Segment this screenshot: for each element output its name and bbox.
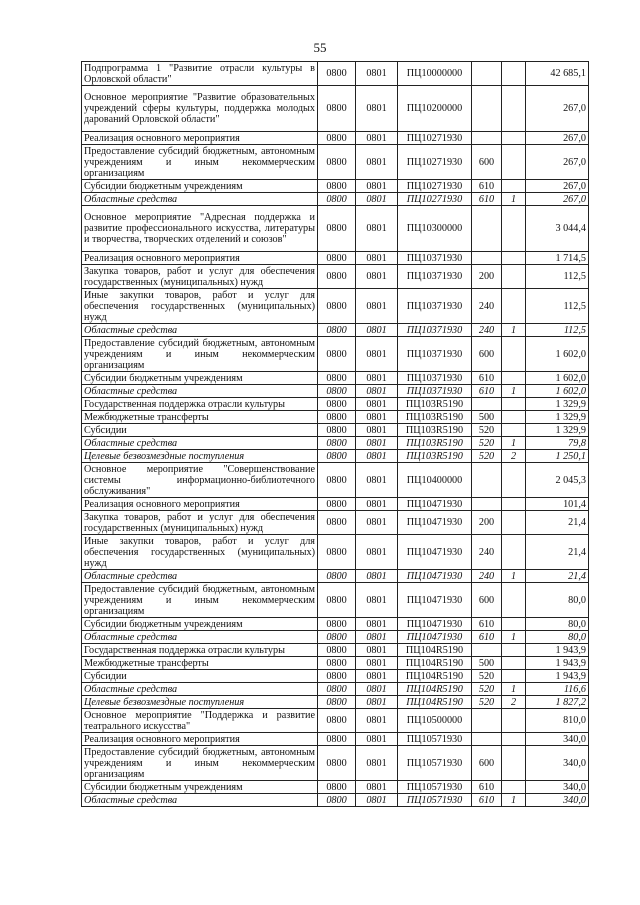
amount-cell: 112,5: [526, 324, 589, 337]
row-name-cell: Закупка товаров, работ и услуг для обеспечения государственных (муниципальных) нужд: [82, 265, 318, 289]
funding-code-cell: [502, 132, 526, 145]
section-code-cell: 0800: [318, 781, 356, 794]
table-row: [82, 498, 589, 511]
funding-code-cell: [502, 781, 526, 794]
funding-code-cell: [502, 372, 526, 385]
row-name-cell: Реализация основного мероприятия: [82, 252, 318, 265]
subsection-code-cell: 0801: [356, 463, 398, 498]
table-row: [82, 450, 589, 463]
target-article-cell: ПЦ104R5190: [398, 696, 472, 709]
subsection-code-cell: 0801: [356, 398, 398, 411]
table-row: [82, 132, 589, 145]
table-row: [82, 670, 589, 683]
subsection-code-cell: 0801: [356, 746, 398, 781]
expense-type-cell: 610: [472, 781, 502, 794]
target-article-cell: ПЦ104R5190: [398, 657, 472, 670]
amount-cell: 1 602,0: [526, 337, 589, 372]
row-name-cell: Межбюджетные трансферты: [82, 657, 318, 670]
expense-type-cell: 610: [472, 193, 502, 206]
amount-cell: 267,0: [526, 145, 589, 180]
funding-code-cell: 1: [502, 385, 526, 398]
subsection-code-cell: 0801: [356, 372, 398, 385]
section-code-cell: 0800: [318, 193, 356, 206]
funding-code-cell: [502, 86, 526, 132]
subsection-code-cell: 0801: [356, 733, 398, 746]
expense-type-cell: 520: [472, 450, 502, 463]
amount-cell: 1 329,9: [526, 411, 589, 424]
section-code-cell: 0800: [318, 424, 356, 437]
target-article-cell: ПЦ103R5190: [398, 450, 472, 463]
subsection-code-cell: 0801: [356, 337, 398, 372]
expense-type-cell: [472, 86, 502, 132]
amount-cell: 1 602,0: [526, 385, 589, 398]
amount-cell: 42 685,1: [526, 62, 589, 86]
subsection-code-cell: 0801: [356, 206, 398, 252]
subsection-code-cell: 0801: [356, 450, 398, 463]
funding-code-cell: [502, 463, 526, 498]
funding-code-cell: [502, 180, 526, 193]
row-name-cell: Основное мероприятие "Поддержка и развитие театрального искусства": [82, 709, 318, 733]
target-article-cell: ПЦ10371930: [398, 385, 472, 398]
target-article-cell: ПЦ10571930: [398, 746, 472, 781]
target-article-cell: ПЦ10371930: [398, 337, 472, 372]
amount-cell: 340,0: [526, 746, 589, 781]
funding-code-cell: [502, 733, 526, 746]
target-article-cell: ПЦ10571930: [398, 781, 472, 794]
target-article-cell: ПЦ10371930: [398, 252, 472, 265]
amount-cell: 267,0: [526, 86, 589, 132]
table-row: [82, 385, 589, 398]
row-name-cell: Субсидии бюджетным учреждениям: [82, 618, 318, 631]
table-row: [82, 535, 589, 570]
target-article-cell: ПЦ10571930: [398, 794, 472, 807]
amount-cell: 2 045,3: [526, 463, 589, 498]
row-name-cell: Основное мероприятие "Совершенствование системы информационно-библиотечного обслуживания": [82, 463, 318, 498]
row-name-cell: Иные закупки товаров, работ и услуг для обеспечения государственных (муниципальных) нужд: [82, 535, 318, 570]
table-row: [82, 733, 589, 746]
target-article-cell: ПЦ10271930: [398, 180, 472, 193]
section-code-cell: 0800: [318, 86, 356, 132]
expense-type-cell: 520: [472, 683, 502, 696]
expense-type-cell: 610: [472, 618, 502, 631]
funding-code-cell: 2: [502, 450, 526, 463]
amount-cell: 21,4: [526, 511, 589, 535]
table-row: [82, 657, 589, 670]
expense-type-cell: 240: [472, 324, 502, 337]
funding-code-cell: [502, 498, 526, 511]
subsection-code-cell: 0801: [356, 709, 398, 733]
funding-code-cell: [502, 289, 526, 324]
amount-cell: 112,5: [526, 265, 589, 289]
row-name-cell: Реализация основного мероприятия: [82, 498, 318, 511]
row-name-cell: Подпрограмма 1 "Развитие отрасли культуры в Орловской области": [82, 62, 318, 86]
target-article-cell: ПЦ10000000: [398, 62, 472, 86]
page-number: 55: [313, 40, 327, 55]
subsection-code-cell: 0801: [356, 145, 398, 180]
section-code-cell: 0800: [318, 709, 356, 733]
amount-cell: 21,4: [526, 535, 589, 570]
subsection-code-cell: 0801: [356, 193, 398, 206]
table-row: [82, 252, 589, 265]
target-article-cell: ПЦ10371930: [398, 265, 472, 289]
table-row: [82, 337, 589, 372]
expense-type-cell: 610: [472, 631, 502, 644]
subsection-code-cell: 0801: [356, 781, 398, 794]
funding-code-cell: [502, 411, 526, 424]
table-row: [82, 265, 589, 289]
amount-cell: 101,4: [526, 498, 589, 511]
subsection-code-cell: 0801: [356, 265, 398, 289]
section-code-cell: 0800: [318, 570, 356, 583]
table-row: [82, 62, 589, 86]
subsection-code-cell: 0801: [356, 583, 398, 618]
target-article-cell: ПЦ10371930: [398, 324, 472, 337]
table-row: [82, 411, 589, 424]
funding-code-cell: [502, 670, 526, 683]
table-row: [82, 324, 589, 337]
section-code-cell: 0800: [318, 696, 356, 709]
amount-cell: 1 329,9: [526, 398, 589, 411]
section-code-cell: 0800: [318, 437, 356, 450]
row-name-cell: Межбюджетные трансферты: [82, 411, 318, 424]
subsection-code-cell: 0801: [356, 644, 398, 657]
subsection-code-cell: 0801: [356, 696, 398, 709]
subsection-code-cell: 0801: [356, 498, 398, 511]
target-article-cell: ПЦ10471930: [398, 583, 472, 618]
table-row: [82, 644, 589, 657]
table-row: [82, 696, 589, 709]
expense-type-cell: [472, 498, 502, 511]
table-row: [82, 683, 589, 696]
target-article-cell: ПЦ104R5190: [398, 670, 472, 683]
target-article-cell: ПЦ10371930: [398, 372, 472, 385]
section-code-cell: 0800: [318, 511, 356, 535]
row-name-cell: Областные средства: [82, 683, 318, 696]
amount-cell: 267,0: [526, 193, 589, 206]
funding-code-cell: [502, 746, 526, 781]
row-name-cell: Областные средства: [82, 437, 318, 450]
expense-type-cell: 520: [472, 437, 502, 450]
expense-type-cell: 600: [472, 337, 502, 372]
table-row: [82, 511, 589, 535]
target-article-cell: ПЦ10471930: [398, 570, 472, 583]
funding-code-cell: [502, 206, 526, 252]
amount-cell: 1 250,1: [526, 450, 589, 463]
funding-code-cell: [502, 252, 526, 265]
funding-code-cell: 2: [502, 696, 526, 709]
section-code-cell: 0800: [318, 398, 356, 411]
target-article-cell: ПЦ103R5190: [398, 437, 472, 450]
amount-cell: 340,0: [526, 781, 589, 794]
table-row: [82, 372, 589, 385]
section-code-cell: 0800: [318, 535, 356, 570]
row-name-cell: Областные средства: [82, 794, 318, 807]
subsection-code-cell: 0801: [356, 385, 398, 398]
row-name-cell: Государственная поддержка отрасли культуры: [82, 398, 318, 411]
expense-type-cell: 200: [472, 511, 502, 535]
row-name-cell: Субсидии бюджетным учреждениям: [82, 372, 318, 385]
subsection-code-cell: 0801: [356, 511, 398, 535]
funding-code-cell: 1: [502, 570, 526, 583]
funding-code-cell: [502, 657, 526, 670]
section-code-cell: 0800: [318, 683, 356, 696]
amount-cell: 1 329,9: [526, 424, 589, 437]
amount-cell: 1 827,2: [526, 696, 589, 709]
row-name-cell: Предоставление субсидий бюджетным, автономным учреждениям и иным некоммерческим организациям: [82, 746, 318, 781]
expense-type-cell: 200: [472, 265, 502, 289]
section-code-cell: 0800: [318, 583, 356, 618]
target-article-cell: ПЦ103R5190: [398, 398, 472, 411]
subsection-code-cell: 0801: [356, 657, 398, 670]
subsection-code-cell: 0801: [356, 132, 398, 145]
target-article-cell: ПЦ10200000: [398, 86, 472, 132]
table-row: [82, 289, 589, 324]
funding-code-cell: [502, 511, 526, 535]
funding-code-cell: 1: [502, 794, 526, 807]
expense-type-cell: [472, 62, 502, 86]
section-code-cell: 0800: [318, 463, 356, 498]
target-article-cell: ПЦ104R5190: [398, 683, 472, 696]
funding-code-cell: 1: [502, 437, 526, 450]
subsection-code-cell: 0801: [356, 683, 398, 696]
table-row: [82, 570, 589, 583]
funding-code-cell: [502, 398, 526, 411]
expense-type-cell: 610: [472, 385, 502, 398]
target-article-cell: ПЦ103R5190: [398, 424, 472, 437]
subsection-code-cell: 0801: [356, 570, 398, 583]
table-row: [82, 781, 589, 794]
section-code-cell: 0800: [318, 372, 356, 385]
amount-cell: 340,0: [526, 733, 589, 746]
amount-cell: 1 943,9: [526, 657, 589, 670]
expense-type-cell: 520: [472, 670, 502, 683]
budget-table: [81, 61, 589, 807]
row-name-cell: Основное мероприятие "Адресная поддержка и развитие профессионального искусства, литературы и творчества, творческих отделений и союзов": [82, 206, 318, 252]
subsection-code-cell: 0801: [356, 252, 398, 265]
target-article-cell: ПЦ10471930: [398, 535, 472, 570]
amount-cell: 1 943,9: [526, 670, 589, 683]
table-row: [82, 86, 589, 132]
target-article-cell: ПЦ10400000: [398, 463, 472, 498]
funding-code-cell: [502, 709, 526, 733]
table-row: [82, 709, 589, 733]
target-article-cell: ПЦ10471930: [398, 511, 472, 535]
target-article-cell: ПЦ10571930: [398, 733, 472, 746]
expense-type-cell: [472, 132, 502, 145]
table-row: [82, 206, 589, 252]
subsection-code-cell: 0801: [356, 411, 398, 424]
row-name-cell: Субсидии бюджетным учреждениям: [82, 180, 318, 193]
row-name-cell: Иные закупки товаров, работ и услуг для обеспечения государственных (муниципальных) нужд: [82, 289, 318, 324]
subsection-code-cell: 0801: [356, 86, 398, 132]
table-row: [82, 193, 589, 206]
expense-type-cell: 600: [472, 746, 502, 781]
funding-code-cell: [502, 644, 526, 657]
funding-code-cell: [502, 337, 526, 372]
target-article-cell: ПЦ104R5190: [398, 644, 472, 657]
funding-code-cell: 1: [502, 683, 526, 696]
expense-type-cell: [472, 709, 502, 733]
section-code-cell: 0800: [318, 657, 356, 670]
subsection-code-cell: 0801: [356, 535, 398, 570]
section-code-cell: 0800: [318, 180, 356, 193]
funding-code-cell: [502, 583, 526, 618]
section-code-cell: 0800: [318, 411, 356, 424]
expense-type-cell: 610: [472, 794, 502, 807]
expense-type-cell: 600: [472, 583, 502, 618]
subsection-code-cell: 0801: [356, 794, 398, 807]
expense-type-cell: [472, 252, 502, 265]
amount-cell: 21,4: [526, 570, 589, 583]
row-name-cell: Государственная поддержка отрасли культуры: [82, 644, 318, 657]
funding-code-cell: 1: [502, 193, 526, 206]
section-code-cell: 0800: [318, 733, 356, 746]
expense-type-cell: [472, 733, 502, 746]
amount-cell: 3 044,4: [526, 206, 589, 252]
section-code-cell: 0800: [318, 252, 356, 265]
amount-cell: 267,0: [526, 132, 589, 145]
row-name-cell: Субсидии: [82, 424, 318, 437]
table-row: [82, 631, 589, 644]
amount-cell: 340,0: [526, 794, 589, 807]
target-article-cell: ПЦ10471930: [398, 498, 472, 511]
target-article-cell: ПЦ10300000: [398, 206, 472, 252]
row-name-cell: Областные средства: [82, 570, 318, 583]
budget-table-body: [82, 62, 589, 807]
target-article-cell: ПЦ10471930: [398, 631, 472, 644]
expense-type-cell: [472, 644, 502, 657]
subsection-code-cell: 0801: [356, 670, 398, 683]
amount-cell: 80,0: [526, 631, 589, 644]
expense-type-cell: 500: [472, 411, 502, 424]
amount-cell: 116,6: [526, 683, 589, 696]
expense-type-cell: 600: [472, 145, 502, 180]
target-article-cell: ПЦ10271930: [398, 193, 472, 206]
amount-cell: 1 943,9: [526, 644, 589, 657]
target-article-cell: ПЦ103R5190: [398, 411, 472, 424]
expense-type-cell: 610: [472, 372, 502, 385]
row-name-cell: Закупка товаров, работ и услуг для обеспечения государственных (муниципальных) нужд: [82, 511, 318, 535]
row-name-cell: Областные средства: [82, 324, 318, 337]
section-code-cell: 0800: [318, 450, 356, 463]
amount-cell: 267,0: [526, 180, 589, 193]
section-code-cell: 0800: [318, 132, 356, 145]
amount-cell: 80,0: [526, 618, 589, 631]
row-name-cell: Областные средства: [82, 631, 318, 644]
expense-type-cell: [472, 398, 502, 411]
subsection-code-cell: 0801: [356, 631, 398, 644]
section-code-cell: 0800: [318, 145, 356, 180]
funding-code-cell: 1: [502, 324, 526, 337]
expense-type-cell: 520: [472, 696, 502, 709]
table-row: [82, 463, 589, 498]
amount-cell: 1 714,5: [526, 252, 589, 265]
section-code-cell: 0800: [318, 746, 356, 781]
section-code-cell: 0800: [318, 62, 356, 86]
expense-type-cell: 240: [472, 289, 502, 324]
row-name-cell: Субсидии: [82, 670, 318, 683]
subsection-code-cell: 0801: [356, 424, 398, 437]
section-code-cell: 0800: [318, 206, 356, 252]
section-code-cell: 0800: [318, 618, 356, 631]
table-row: [82, 794, 589, 807]
section-code-cell: 0800: [318, 289, 356, 324]
expense-type-cell: 240: [472, 535, 502, 570]
target-article-cell: ПЦ10371930: [398, 289, 472, 324]
section-code-cell: 0800: [318, 265, 356, 289]
funding-code-cell: [502, 618, 526, 631]
target-article-cell: ПЦ10271930: [398, 145, 472, 180]
amount-cell: 112,5: [526, 289, 589, 324]
funding-code-cell: [502, 265, 526, 289]
row-name-cell: Целевые безвозмездные поступления: [82, 450, 318, 463]
table-row: [82, 145, 589, 180]
row-name-cell: Предоставление субсидий бюджетным, автономным учреждениям и иным некоммерческим организациям: [82, 145, 318, 180]
expense-type-cell: 610: [472, 180, 502, 193]
expense-type-cell: [472, 206, 502, 252]
table-row: [82, 424, 589, 437]
section-code-cell: 0800: [318, 794, 356, 807]
subsection-code-cell: 0801: [356, 618, 398, 631]
table-row: [82, 437, 589, 450]
table-row: [82, 180, 589, 193]
row-name-cell: Основное мероприятие "Развитие образовательных учреждений сферы культуры, поддержка молодых дарований Орловской области": [82, 86, 318, 132]
subsection-code-cell: 0801: [356, 180, 398, 193]
section-code-cell: 0800: [318, 324, 356, 337]
table-row: [82, 398, 589, 411]
funding-code-cell: 1: [502, 631, 526, 644]
target-article-cell: ПЦ10271930: [398, 132, 472, 145]
funding-code-cell: [502, 62, 526, 86]
subsection-code-cell: 0801: [356, 324, 398, 337]
expense-type-cell: [472, 463, 502, 498]
funding-code-cell: [502, 535, 526, 570]
amount-cell: 79,8: [526, 437, 589, 450]
row-name-cell: Субсидии бюджетным учреждениям: [82, 781, 318, 794]
row-name-cell: Областные средства: [82, 385, 318, 398]
amount-cell: 810,0: [526, 709, 589, 733]
section-code-cell: 0800: [318, 631, 356, 644]
row-name-cell: Реализация основного мероприятия: [82, 132, 318, 145]
expense-type-cell: 520: [472, 424, 502, 437]
subsection-code-cell: 0801: [356, 289, 398, 324]
table-row: [82, 583, 589, 618]
row-name-cell: Областные средства: [82, 193, 318, 206]
subsection-code-cell: 0801: [356, 62, 398, 86]
amount-cell: 80,0: [526, 583, 589, 618]
section-code-cell: 0800: [318, 670, 356, 683]
funding-code-cell: [502, 145, 526, 180]
row-name-cell: Предоставление субсидий бюджетным, автономным учреждениям и иным некоммерческим организациям: [82, 337, 318, 372]
target-article-cell: ПЦ10471930: [398, 618, 472, 631]
row-name-cell: Реализация основного мероприятия: [82, 733, 318, 746]
amount-cell: 1 602,0: [526, 372, 589, 385]
section-code-cell: 0800: [318, 498, 356, 511]
target-article-cell: ПЦ10500000: [398, 709, 472, 733]
section-code-cell: 0800: [318, 385, 356, 398]
expense-type-cell: 240: [472, 570, 502, 583]
expense-type-cell: 500: [472, 657, 502, 670]
row-name-cell: Целевые безвозмездные поступления: [82, 696, 318, 709]
row-name-cell: Предоставление субсидий бюджетным, автономным учреждениям и иным некоммерческим организациям: [82, 583, 318, 618]
subsection-code-cell: 0801: [356, 437, 398, 450]
table-row: [82, 618, 589, 631]
section-code-cell: 0800: [318, 644, 356, 657]
section-code-cell: 0800: [318, 337, 356, 372]
table-row: [82, 746, 589, 781]
funding-code-cell: [502, 424, 526, 437]
